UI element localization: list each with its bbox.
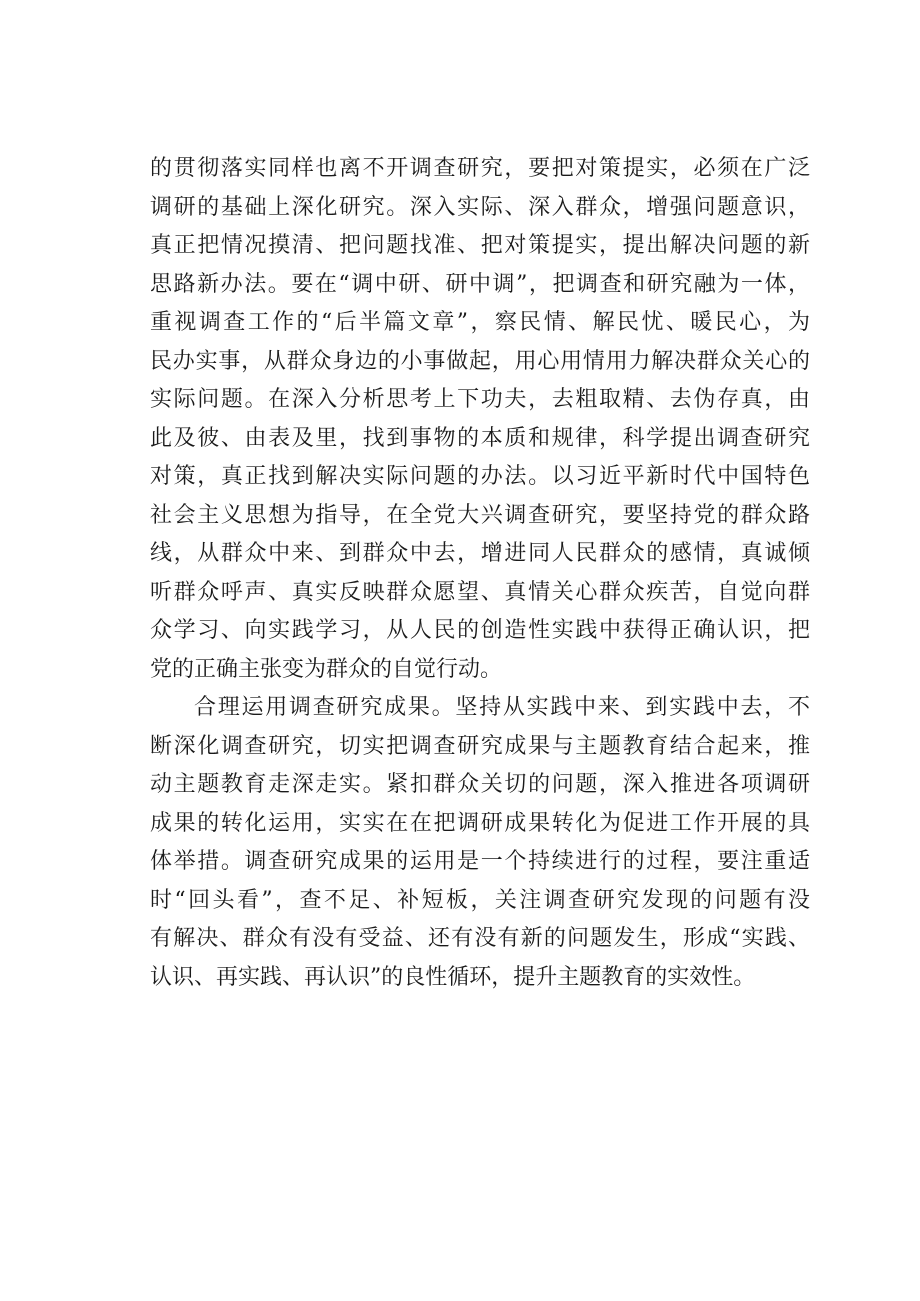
text-line: 成果的转化运用，实实在在把调研成果转化为促进工作开展的具: [150, 810, 810, 836]
text-line: 思路新办法。要在“调中研、研中调”，把调查和研究融为一体，: [150, 271, 810, 297]
text-line: 时“回头看”，查不足、补短板，关注调查研究发现的问题有没: [150, 887, 810, 913]
text-line: 此及彼、由表及里，找到事物的本质和规律，科学提出调查研究: [150, 425, 810, 451]
text-line: 真正把情况摸清、把问题找准、把对策提实，提出解决问题的新: [150, 233, 810, 258]
text-line: 的贯彻落实同样也离不开调查研究，要把对策提实，必须在广泛: [150, 156, 810, 181]
text-line: 断深化调查研究，切实把调查研究成果与主题教育结合起来，推: [150, 733, 810, 759]
text-line: 线，从群众中来、到群众中去，增进同人民群众的感情，真诚倾: [150, 541, 810, 566]
text-line: 调研的基础上深化研究。深入实际、深入群众，增强问题意识，: [150, 194, 810, 220]
text-line: 合理运用调查研究成果。坚持从实践中来、到实践中去，不: [194, 695, 810, 720]
text-line: 党的正确主张变为群众的自觉行动。: [150, 656, 503, 682]
text-line: 听群众呼声、真实反映群众愿望、真情关心群众疾苦，自觉向群: [150, 579, 810, 605]
text-line: 社会主义思想为指导，在全党大兴调查研究，要坚持党的群众路: [150, 502, 810, 528]
text-line: 众学习、向实践学习，从人民的创造性实践中获得正确认识，把: [150, 618, 810, 643]
text-line: 有解决、群众有没有受益、还有没有新的问题发生，形成“实践、: [150, 926, 810, 951]
text-line: 认识、再实践、再认识”的良性循环，提升主题教育的实效性。: [150, 964, 756, 990]
paragraph-1: [150, 150, 810, 689]
text-line: 体举措。调查研究成果的运用是一个持续进行的过程，要注重适: [150, 849, 810, 874]
text-line: 实际问题。在深入分析思考上下功夫，去粗取精、去伪存真，由: [150, 387, 810, 412]
text-line: 重视调查工作的“后半篇文章”，察民情、解民忧、暖民心，为: [150, 310, 810, 335]
document-body: [150, 150, 810, 997]
text-line: 对策，真正找到解决实际问题的办法。以习近平新时代中国特色: [150, 464, 810, 489]
text-line: 动主题教育走深走实。紧扣群众关切的问题，深入推进各项调研: [150, 772, 810, 797]
paragraph-2: [150, 689, 810, 997]
text-line: 民办实事，从群众身边的小事做起，用心用情用力解决群众关心的: [150, 348, 810, 374]
